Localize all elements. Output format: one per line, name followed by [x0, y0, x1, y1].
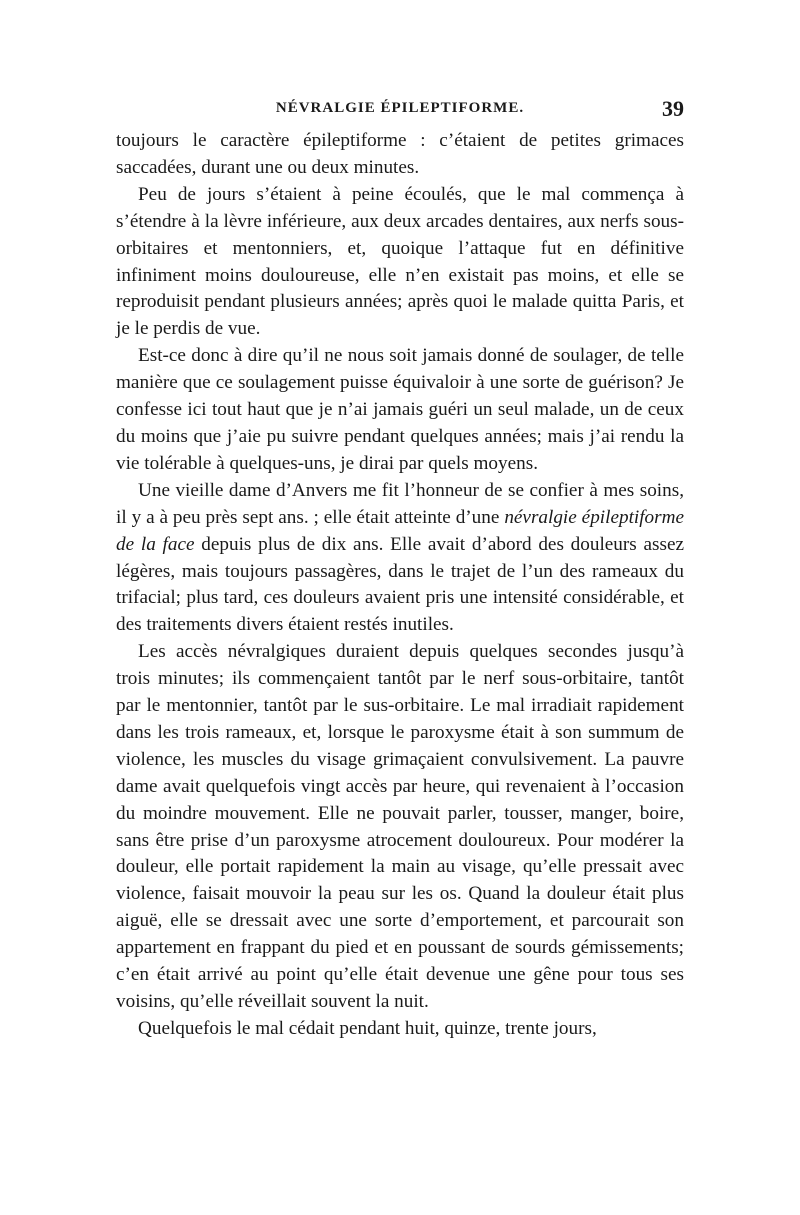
paragraph-text: Une vieille dame d’Anvers me fit l’honneur de se confier à mes soins, il y a à peu près sept ans. ; elle était atteinte d’une	[116, 479, 684, 528]
italic-term: névralgie épileptiforme de la face	[116, 506, 684, 555]
paragraph: Est-ce donc à dire qu’il ne nous soit jamais donné de soulager, de telle manière que ce soulagement puisse équivaloir à une sorte de guérison? Je confesse ici tout haut que je n’ai jamais guéri un seul malade, un de ceux du moins que j’aie pu suivre pendant quelques années; mais j’ai rendu la vie tolérable à quelques-uns, je dirai par quels moyens.	[116, 345, 684, 474]
paragraph	[116, 478, 684, 639]
paragraph: Quelquefois le mal cédait pendant huit, quinze, trente jours,	[138, 1017, 597, 1039]
running-head	[116, 96, 684, 120]
paragraph: Peu de jours s’étaient à peine écoulés, que le mal commença à s’étendre à la lèvre inférieure, aux deux arcades dentaires, aux nerfs sous-orbitaires et mentonniers, et, quoique l’attaque fut en définitive infiniment moins douloureuse, elle n’en existait pas moins, et elle se reproduisit pendant plusieurs années; après quoi le malade quitta Paris, et je le perdis de vue.	[116, 183, 684, 340]
running-title: NÉVRALGIE ÉPILEPTIFORME.	[275, 100, 525, 116]
paragraph: Les accès névralgiques duraient depuis quelques secondes jusqu’à trois minutes; ils commençaient tantôt par le nerf sous-orbitaire, tantôt par le mentonnier, tantôt par le sus-orbitaire. Le mal irradiait rapidement dans les trois rameaux, et, lorsque le paroxysme était à son summum de violence, les muscles du visage grimaçaient convulsivement. La pauvre dame avait quelquefois vingt accès par heure, qui revenaient à l’occasion du moindre mouvement. Elle ne pouvait parler, tousser, manger, boire, sans être prise d’un paroxysme atrocement douloureux. Pour modérer la douleur, elle portait rapidement la main au visage, qu’elle pressait avec violence, faisait mouvoir la peau sur les os. Quand la douleur était plus aiguë, elle se dressait avec une sorte d’emportement, et parcourait son appartement en frappant du pied et en poussant de sourds gémissements; c’en était arrivé au point qu’elle était devenue une gêne pour tous ses voisins, qu’elle réveillait souvent la nuit.	[116, 641, 684, 1012]
paragraph-continuation: toujours le caractère épileptiforme : c’étaient de petites grimaces saccadées, durant une ou deux minutes.	[116, 130, 684, 178]
page-number: 39	[662, 96, 684, 121]
paragraph-text: depuis plus de dix ans. Elle avait d’abord des douleurs assez légères, mais toujours passagères, dans le trajet de l’un des rameaux du trifacial; plus tard, ces douleurs avaient pris une intensité considérable, et des traitements divers étaient restés inutiles.	[116, 533, 684, 636]
body-text	[116, 128, 684, 1043]
